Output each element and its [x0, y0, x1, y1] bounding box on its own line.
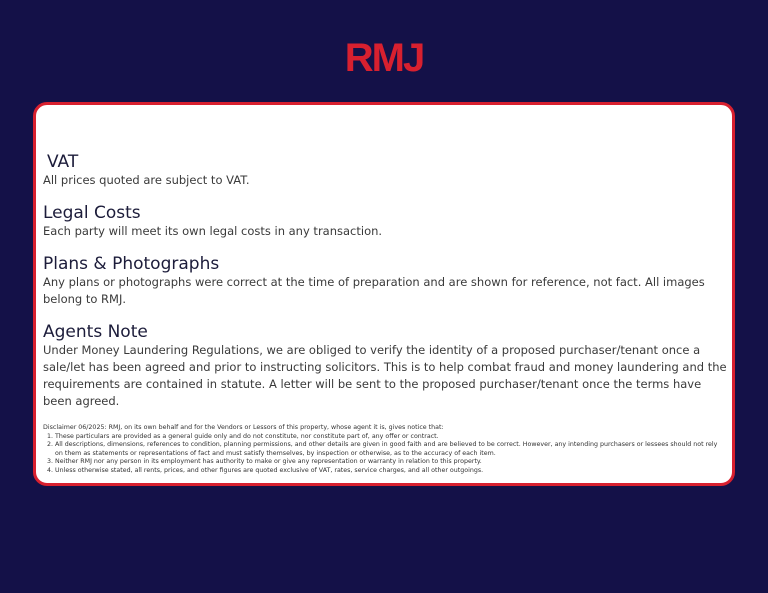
section-legal-costs [43, 203, 727, 240]
disclaimer-intro: Disclaimer 06/2025: RMJ, on its own behalf and for the Vendors or Lessors of this property, whose agent it is, gives notice that: [43, 424, 444, 431]
section-plans-photographs [43, 254, 727, 308]
disclaimer-item: 2. All descriptions, dimensions, references to condition, planning permissions, and other details are given in good faith and are believed to be correct. However, any intending purchasers or lessees should not rely on them as statements or representations of fact and must satisfy themselves, by inspection or otherwise, as to the accuracy of each item. [55, 441, 727, 458]
section-heading: Legal Costs [43, 203, 141, 223]
terms-content [43, 152, 727, 476]
section-heading: Agents Note [43, 322, 148, 342]
section-heading: Plans & Photographs [43, 254, 220, 274]
section-body: Any plans or photographs were correct at the time of preparation and are shown for reference, not fact. All images belong to RMJ. [43, 275, 705, 306]
section-heading: VAT [47, 152, 79, 172]
disclaimer-item: 4. Unless otherwise stated, all rents, prices, and other figures are quoted exclusive of VAT, rates, service charges, and all other outgoings. [55, 467, 727, 476]
section-body: Each party will meet its own legal costs in any transaction. [43, 224, 383, 238]
disclaimer [43, 424, 727, 476]
disclaimer-item: 1. These particulars are provided as a general guide only and do not constitute, nor constitute part of, any offer or contract. [55, 433, 727, 442]
rmj-logo: RMJ [344, 36, 424, 80]
disclaimer-item: 3. Neither RMJ nor any person in its employment has authority to make or give any representation or warranty in relation to this property. [55, 458, 727, 467]
disclaimer-list [43, 433, 727, 476]
section-body: Under Money Laundering Regulations, we are obliged to verify the identity of a proposed purchaser/tenant once a sale/let has been agreed and prior to instructing solicitors. This is to help combat fraud and money laundering and the requirements are contained in statute. A letter will be sent to the proposed purchaser/tenant once the terms have been agreed. [43, 343, 727, 408]
section-agents-note [43, 322, 727, 410]
terms-card [33, 102, 735, 486]
section-body: All prices quoted are subject to VAT. [43, 173, 250, 187]
section-vat [43, 152, 727, 189]
